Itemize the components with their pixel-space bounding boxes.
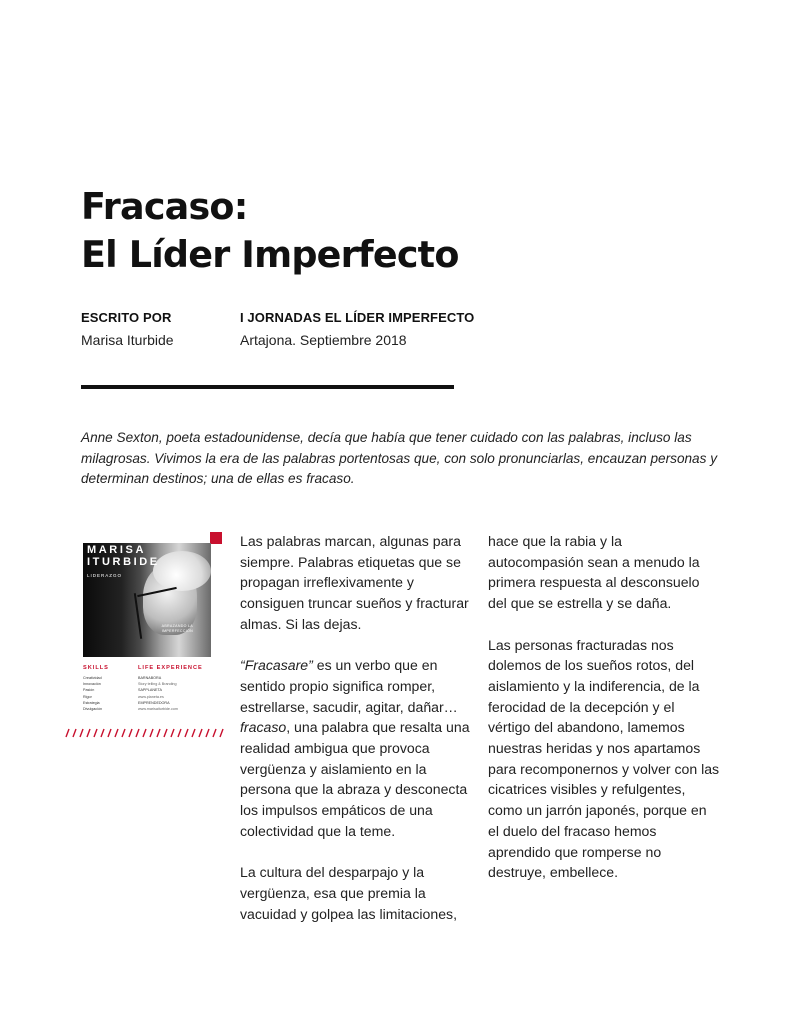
body-line: vergüenza, esa que premia la	[240, 884, 426, 901]
body-line: autocompasión sean a menudo la	[488, 553, 700, 570]
portrait-hair	[153, 551, 211, 591]
body-line	[240, 655, 470, 676]
experience-item: www.planeta.es	[138, 694, 164, 699]
body-line: Las personas fracturadas nos	[488, 636, 674, 653]
body-line: del que se estrella y se daña.	[488, 595, 672, 612]
body-paragraph	[240, 655, 470, 841]
body-line: cicatrices visibles y refulgentes,	[488, 781, 686, 798]
emphasis-term: “Fracasare”	[240, 657, 313, 674]
experience-item: SAPPLANETA	[138, 688, 162, 693]
skill-item: Innovación	[83, 682, 101, 687]
body-line: sentido propio significa romper,	[240, 677, 436, 694]
body-line: destruye, embellece.	[488, 864, 619, 881]
body-line: ferocidad de la decepción y el	[488, 698, 675, 715]
body-line: colectividad que la teme.	[240, 822, 396, 839]
card-subtitle: LIDERAZGO	[87, 573, 123, 578]
skill-item: Creatividad	[83, 676, 102, 680]
intro-paragraph	[81, 428, 731, 490]
body-line: La cultura del desparpajo y la	[240, 864, 425, 881]
skill-item: Divulgación	[83, 707, 103, 712]
experience-list	[138, 675, 178, 712]
body-line: consiguen truncar sueños y fracturar	[240, 595, 469, 612]
body-line	[240, 717, 470, 738]
body-line: como un jarrón japonés, porque en	[488, 802, 707, 819]
skill-item: Estrategia	[83, 700, 100, 705]
experience-item: BARNABORA	[138, 676, 162, 680]
body-line: propagan irreflexivamente y	[240, 574, 414, 591]
skills-heading: SKILLS	[83, 665, 109, 671]
brand-badge	[210, 532, 222, 544]
body-line: persona que la abraza y desconecta	[240, 781, 468, 798]
body-column-2	[488, 531, 728, 904]
body-line: Las palabras marcan, algunas para	[240, 533, 461, 549]
article-title	[81, 183, 721, 279]
experience-item: www.marisaiturbide.com	[138, 707, 178, 712]
body-line: vértigo del abandono, lamemos	[488, 719, 685, 736]
body-line: aislamiento y la indiferencia, de la	[488, 677, 700, 694]
body-line: realidad ambigua que provoca	[240, 740, 430, 757]
body-line: primera respuesta al desconsuelo	[488, 574, 700, 591]
body-line: vacuidad y golpea las limitaciones,	[240, 905, 458, 922]
body-line: los impulsos empáticos de una	[240, 802, 433, 819]
author-profile-card	[64, 528, 227, 742]
card-name	[87, 544, 160, 568]
title-line-1: Fracaso:	[81, 185, 248, 228]
experience-heading: LIFE EXPERIENCE	[138, 665, 203, 671]
body-line: estrellarse, sacudir, agitar, dañar…	[240, 698, 458, 715]
body-line: vergüenza y aislamiento en la	[240, 760, 427, 777]
body-text: es un verbo que en	[312, 657, 438, 674]
intro-line: determinan destinos; una de ellas es fracaso.	[81, 471, 355, 486]
experience-item: EMPRENDEDORA	[138, 700, 170, 705]
body-paragraph	[240, 862, 470, 924]
body-column-1	[240, 531, 470, 945]
skill-item: Rigor	[83, 694, 92, 699]
body-line: hace que la rabia y la	[488, 533, 622, 549]
decorative-slash-border	[64, 728, 227, 738]
skills-list	[83, 675, 102, 712]
portrait-glasses-cord	[134, 593, 142, 639]
body-paragraph	[488, 531, 728, 614]
body-line: aprendido que romperse no	[488, 843, 662, 860]
body-line: almas. Si las dejas.	[240, 615, 362, 632]
card-tagline: ABRAZANDO LA IMPERFECCIÓN	[161, 624, 193, 633]
card-name-line-2: ITURBIDE	[87, 556, 160, 568]
body-line: el duelo del fracaso hemos	[488, 822, 657, 839]
experience-item: Story telling & Branding	[138, 682, 177, 687]
emphasis-term: fracaso	[240, 719, 287, 736]
event-label: I JORNADAS EL LÍDER IMPERFECTO	[240, 310, 475, 325]
body-paragraph	[240, 531, 470, 635]
body-paragraph	[488, 635, 728, 883]
author-label: ESCRITO POR	[81, 310, 172, 325]
body-line: siempre. Palabras etiquetas que se	[240, 553, 461, 570]
skill-item: Pasión	[83, 688, 95, 693]
intro-line: milagrosas. Vivimos la era de las palabras portentosas que, con solo pronunciarlas, encauzan personas y	[81, 450, 717, 466]
title-line-2: El Líder Imperfecto	[81, 233, 459, 276]
event-place: Artajona. Septiembre 2018	[240, 332, 407, 348]
card-name-line-1: MARISA	[87, 544, 146, 556]
body-line: para recomponernos y volver con las	[488, 760, 720, 777]
body-line: dolemos de los sueños rotos, del	[488, 657, 695, 674]
body-text: , una palabra que resalta una	[286, 719, 470, 736]
intro-line: Anne Sexton, poeta estadounidense, decía que había que tener cuidado con las palabras, incluso las	[81, 430, 692, 445]
body-line: nuestras heridas y nos apartamos	[488, 740, 701, 757]
title-divider	[81, 385, 454, 389]
author-name: Marisa Iturbide	[81, 332, 174, 348]
